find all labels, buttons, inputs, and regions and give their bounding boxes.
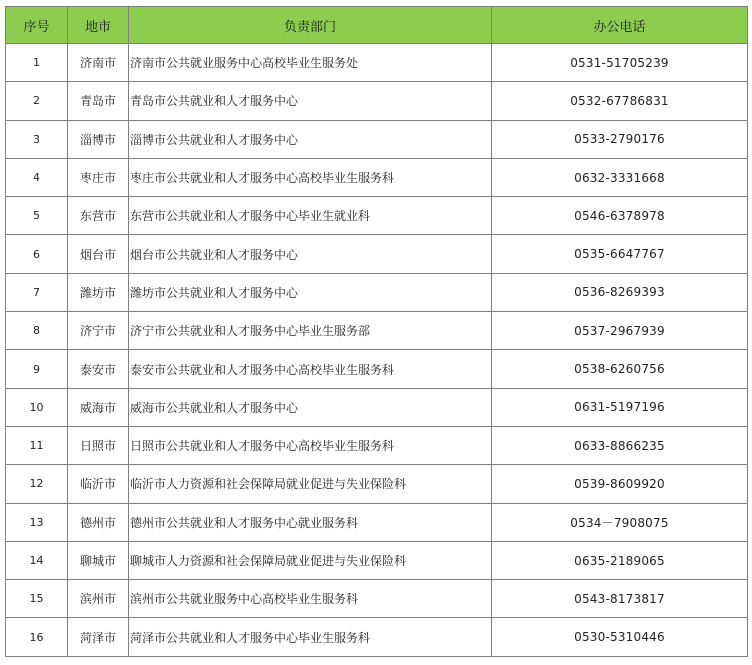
row-index-cell: 5 [6, 197, 68, 235]
phone-cell: 0531-51705239 [492, 44, 748, 82]
city-cell: 济南市 [68, 44, 129, 82]
city-cell: 德州市 [68, 503, 129, 541]
city-cell: 泰安市 [68, 350, 129, 388]
row-index-cell: 12 [6, 465, 68, 503]
phone-cell: 0546-6378978 [492, 197, 748, 235]
table-row [6, 44, 748, 82]
phone-cell: 0635-2189065 [492, 541, 748, 579]
table-row [6, 312, 748, 350]
phone-cell: 0530-5310446 [492, 618, 748, 656]
department-cell: 济南市公共就业服务中心高校毕业生服务处 [129, 44, 492, 82]
department-cell: 日照市公共就业和人才服务中心高校毕业生服务科 [129, 426, 492, 464]
department-cell: 菏泽市公共就业和人才服务中心毕业生服务科 [129, 618, 492, 656]
table-row [6, 580, 748, 618]
row-index-cell: 14 [6, 541, 68, 579]
phone-cell: 0538-6260756 [492, 350, 748, 388]
city-cell: 东营市 [68, 197, 129, 235]
header-phone: 办公电话 [492, 7, 748, 44]
department-cell: 泰安市公共就业和人才服务中心高校毕业生服务科 [129, 350, 492, 388]
city-cell: 菏泽市 [68, 618, 129, 656]
table-header [6, 7, 748, 44]
phone-cell: 0633-8866235 [492, 426, 748, 464]
table-row [6, 158, 748, 196]
city-cell: 济宁市 [68, 312, 129, 350]
row-index-cell: 11 [6, 426, 68, 464]
phone-cell: 0539-8609920 [492, 465, 748, 503]
department-cell: 东营市公共就业和人才服务中心毕业生就业科 [129, 197, 492, 235]
table-row [6, 503, 748, 541]
city-cell: 枣庄市 [68, 158, 129, 196]
department-cell: 临沂市人力资源和社会保障局就业促进与失业保险科 [129, 465, 492, 503]
table-row [6, 350, 748, 388]
row-index-cell: 13 [6, 503, 68, 541]
row-index-cell: 6 [6, 235, 68, 273]
phone-cell: 0533-2790176 [492, 120, 748, 158]
table-row [6, 82, 748, 120]
city-cell: 烟台市 [68, 235, 129, 273]
city-cell: 青岛市 [68, 82, 129, 120]
row-index-cell: 9 [6, 350, 68, 388]
phone-cell: 0537-2967939 [492, 312, 748, 350]
row-index-cell: 4 [6, 158, 68, 196]
department-cell: 青岛市公共就业和人才服务中心 [129, 82, 492, 120]
header-department: 负责部门 [129, 7, 492, 44]
table-row [6, 120, 748, 158]
row-index-cell: 1 [6, 44, 68, 82]
table-row [6, 388, 748, 426]
header-row [6, 7, 748, 44]
department-cell: 潍坊市公共就业和人才服务中心 [129, 273, 492, 311]
department-cell: 枣庄市公共就业和人才服务中心高校毕业生服务科 [129, 158, 492, 196]
contact-table [5, 6, 748, 657]
row-index-cell: 16 [6, 618, 68, 656]
table-row [6, 426, 748, 464]
phone-cell: 0534－7908075 [492, 503, 748, 541]
department-cell: 烟台市公共就业和人才服务中心 [129, 235, 492, 273]
row-index-cell: 8 [6, 312, 68, 350]
department-cell: 聊城市人力资源和社会保障局就业促进与失业保险科 [129, 541, 492, 579]
phone-cell: 0632-3331668 [492, 158, 748, 196]
table-row [6, 273, 748, 311]
row-index-cell: 7 [6, 273, 68, 311]
row-index-cell: 3 [6, 120, 68, 158]
department-cell: 济宁市公共就业和人才服务中心毕业生服务部 [129, 312, 492, 350]
header-index: 序号 [6, 7, 68, 44]
city-cell: 临沂市 [68, 465, 129, 503]
row-index-cell: 10 [6, 388, 68, 426]
department-cell: 淄博市公共就业和人才服务中心 [129, 120, 492, 158]
city-cell: 淄博市 [68, 120, 129, 158]
table-row [6, 197, 748, 235]
phone-cell: 0543-8173817 [492, 580, 748, 618]
row-index-cell: 2 [6, 82, 68, 120]
phone-cell: 0631-5197196 [492, 388, 748, 426]
city-cell: 聊城市 [68, 541, 129, 579]
table-row [6, 541, 748, 579]
phone-cell: 0536-8269393 [492, 273, 748, 311]
city-cell: 威海市 [68, 388, 129, 426]
city-cell: 滨州市 [68, 580, 129, 618]
city-cell: 日照市 [68, 426, 129, 464]
phone-cell: 0532-67786831 [492, 82, 748, 120]
department-cell: 威海市公共就业和人才服务中心 [129, 388, 492, 426]
table-row [6, 235, 748, 273]
department-cell: 德州市公共就业和人才服务中心就业服务科 [129, 503, 492, 541]
header-city: 地市 [68, 7, 129, 44]
city-cell: 潍坊市 [68, 273, 129, 311]
phone-cell: 0535-6647767 [492, 235, 748, 273]
table-row [6, 618, 748, 656]
table-row [6, 465, 748, 503]
table-body [6, 44, 748, 657]
department-cell: 滨州市公共就业服务中心高校毕业生服务科 [129, 580, 492, 618]
row-index-cell: 15 [6, 580, 68, 618]
